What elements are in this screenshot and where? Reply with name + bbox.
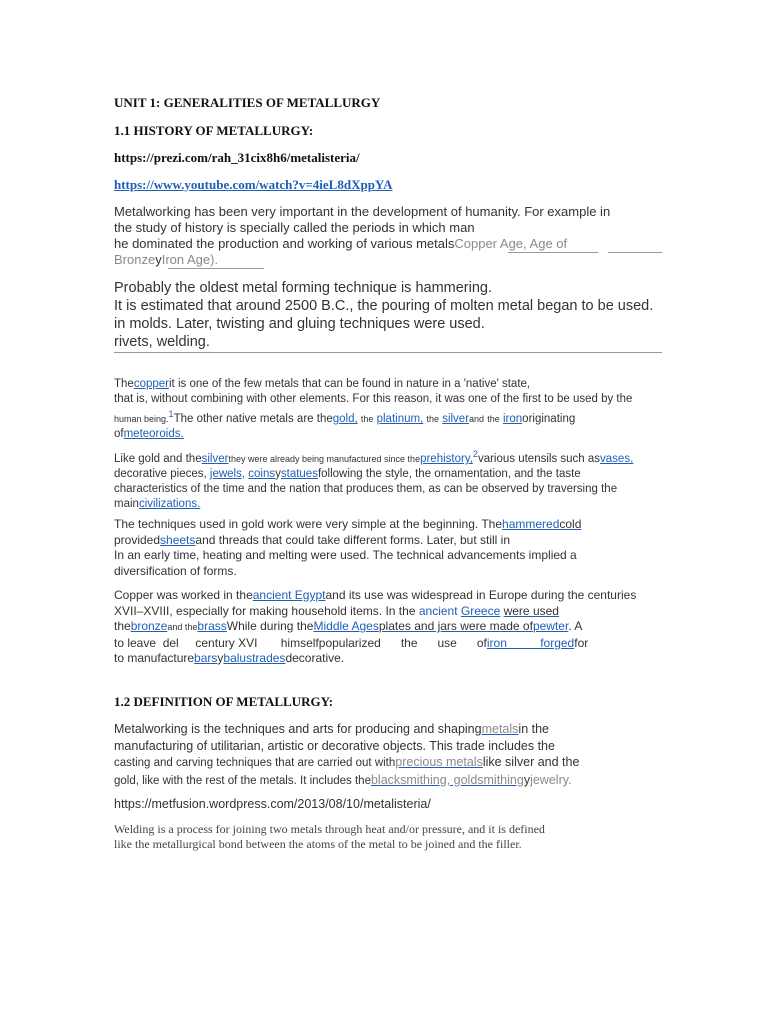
paragraph-hammering: Probably the oldest metal forming technique is hammering. It is estimated that around 2500 B.C., the pouring of molten metal began to be used. in molds. Later, twisting and gluing techniques were used. rivets, welding. [114,280,654,350]
link-prehistory[interactable]: prehistory, [420,452,473,465]
prezi-url: https://prezi.com/rah_31cix8h6/metalisteria/ [114,150,360,165]
link-copper[interactable]: copper [133,378,169,390]
underline-1 [508,252,598,253]
link-ancient[interactable]: ancient [418,603,458,618]
link-iron[interactable]: iron [502,412,523,425]
link-copper-age[interactable]: Copper Age, Age of [454,236,568,251]
paragraph-copper: Thecopperit is one of the few metals that can be found in nature in a 'native' state, that is, without combining with other elements. For this reason, it was one of the first to be used by the human being.$^1$The other native metals are thegold, the platinum, the silverand the ironoriginating ofmeteoroids. [114,378,633,440]
link-balustrades[interactable]: balustrades [223,651,286,665]
unit-heading: UNIT 1: GENERALITIES OF METALLURGY [114,95,381,110]
link-statues[interactable]: statues [280,467,318,480]
link-pewter[interactable]: pewter [532,619,569,633]
link-civilizations[interactable]: civilizations. [138,497,201,510]
link-greece[interactable]: Greece [460,603,501,618]
link-silver[interactable]: silver [442,412,470,425]
link-blacksmithing[interactable]: blacksmithing, goldsmithing [370,772,524,787]
paragraph-gold-techniques: The techniques used in gold work were very simple at the beginning. Thehammeredcold providedsheetsand threads that could take different forms. Later, but still in In an early time, heating and melting were used. The technical advancements implied a diversification of forms. [114,517,582,578]
history-heading: 1.1 HISTORY OF METALLURGY: [114,123,314,138]
section-divider [114,352,662,353]
link-sheets[interactable]: sheets [160,532,196,547]
link-platinum[interactable]: platinum, [376,412,424,425]
underline-2 [608,252,662,253]
definition-heading: 1.2 DEFINITION OF METALLURGY: [114,694,334,709]
underline-3 [168,268,264,269]
link-precious-metals[interactable]: precious metals [395,755,483,769]
paragraph-metalworking-history: Metalworking has been very important in the development of humanity. For example in the study of history is specially called the periods in which man he dominated the production and working of various metalsCopper Age, Age of BronzeyIron Age). [114,204,611,267]
youtube-link[interactable]: https://www.youtube.com/watch?v=4ieL8dXppYA [114,177,393,192]
link-bronze-age[interactable]: Bronze [114,252,156,267]
link-bars[interactable]: bars [194,651,218,665]
link-meteoroids[interactable]: meteoroids. [123,427,184,440]
link-hammered[interactable]: hammered [502,517,560,531]
paragraph-welding: Welding is a process for joining two metals through heat and/or pressure, and it is defined like the metallurgical bond between the atoms of the metal to be joined and the filler. [114,822,545,851]
link-vases[interactable]: vases, [600,452,634,465]
paragraph-silver: Like gold and thesilverthey were already being manufactured since theprehistory,$^2$various utensils such asvases, decorative pieces, jewels, coinsystatuesfollowing the style, the ornamentation, and the taste characteristics of the time and the nation that produces them, as can be observed by traversing the maincivilizations. [114,449,634,510]
link-jewels[interactable]: jewels, [209,467,246,480]
link-silver-2[interactable]: silver [201,452,229,465]
link-jewelry[interactable]: jewelry. [530,772,572,787]
link-iron-forged[interactable]: iron forged [486,635,575,650]
link-middle-ages[interactable]: Middle Ages [313,619,379,633]
link-metals[interactable]: metals [481,722,519,736]
metfusion-url: https://metfusion.wordpress.com/2013/08/10/metalisteria/ [114,797,431,811]
paragraph-copper-history: Copper was worked in theancient Egyptand its use was widespread in Europe during the centuries XVII–XVIII, especially for making household items. In the ancient Greece were used thebronzeand thebrassWhile during theMiddle Agesplates and jars were made ofpewter. A to leave del century XVI himselfpopularized the use ofiron forgedfor to manufacturebarsybalustradesdecorative. [114,588,637,665]
link-iron-age[interactable]: Iron Age [161,252,211,267]
link-bronze[interactable]: bronze [130,619,168,633]
paragraph-definition: Metalworking is the techniques and arts for producing and shapingmetalsin the manufacturing of utilitarian, artistic or decorative objects. This trade includes the casting and carving techniques that are carried out withprecious metalslike silver and the gold, like with the rest of the metals. It includes theblacksmithing, goldsmithingyjewelry. [114,722,580,787]
link-brass[interactable]: brass [197,619,227,633]
link-gold[interactable]: gold, [332,412,358,425]
link-coins[interactable]: coins [248,467,276,480]
link-ancient-egypt[interactable]: ancient Egypt [252,588,326,602]
